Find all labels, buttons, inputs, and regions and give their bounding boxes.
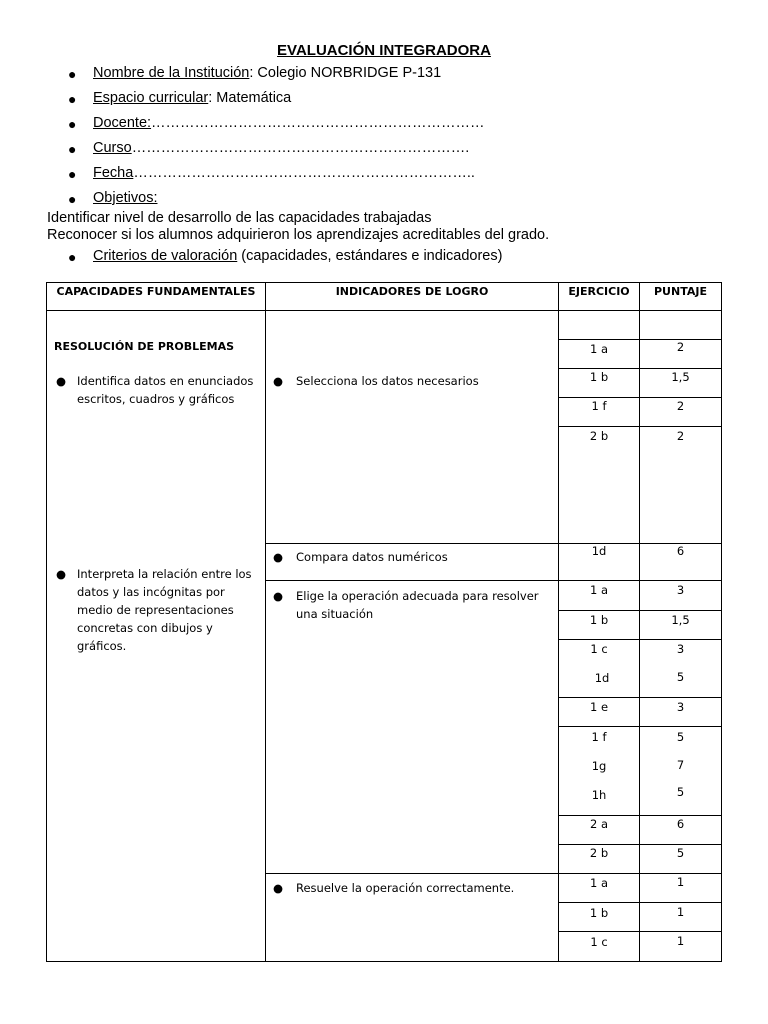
capacity-item: Interpreta la relación entre los datos y las incógnitas por medio de representaciones concretas con dibujos y gráficos. bbox=[77, 567, 252, 653]
score-cell: 1 bbox=[676, 875, 685, 889]
bullet-icon: ● bbox=[273, 589, 284, 603]
area-value: : Matemática bbox=[208, 90, 292, 106]
header-divider bbox=[46, 310, 722, 311]
objective-2: Reconocer si los alumnos adquirieron los aprendizajes acreditables del grado. bbox=[47, 227, 550, 243]
column-header-capacidades: CAPACIDADES FUNDAMENTALES bbox=[56, 285, 256, 298]
score-cell: 1,5 bbox=[671, 370, 690, 384]
date-label: Fecha bbox=[93, 165, 134, 181]
exercise-cell: 1h bbox=[591, 788, 607, 802]
criteria-value: (capacidades, estándares e indicadores) bbox=[237, 248, 503, 264]
area-label: Espacio curricular bbox=[93, 90, 209, 106]
score-cell: 7 bbox=[676, 758, 685, 772]
table-border-left bbox=[46, 282, 47, 962]
objectives-line bbox=[93, 190, 157, 206]
date-line bbox=[93, 165, 475, 181]
capacity-item: Identifica datos en enunciados escritos, cuadros y gráficos bbox=[77, 374, 254, 406]
objectives-label: Objetivos: bbox=[93, 190, 158, 206]
exercise-row-divider bbox=[558, 639, 722, 640]
bullet-icon: ● bbox=[68, 166, 77, 182]
indicator-item: Elige la operación adecuada para resolver una situación bbox=[296, 589, 539, 621]
exercise-cell: 1 a bbox=[589, 876, 609, 890]
exercise-cell: 1d bbox=[591, 544, 607, 558]
bullet-icon: ● bbox=[68, 141, 77, 157]
institution-line bbox=[93, 65, 441, 81]
exercise-row-divider bbox=[558, 931, 722, 932]
document-title: EVALUACIÓN INTEGRADORA bbox=[277, 42, 491, 59]
exercise-cell: 1 e bbox=[589, 700, 609, 714]
indicator-item: Selecciona los datos necesarios bbox=[296, 374, 479, 388]
exercise-cell: 1 c bbox=[590, 642, 608, 656]
score-cell: 1,5 bbox=[671, 613, 690, 627]
score-cell: 3 bbox=[676, 642, 685, 656]
institution-label: Nombre de la Institución bbox=[93, 65, 250, 81]
score-cell: 6 bbox=[676, 817, 685, 831]
column-header-puntaje: PUNTAJE bbox=[654, 285, 707, 298]
bullet-icon: ● bbox=[68, 249, 77, 265]
score-cell: 3 bbox=[676, 583, 685, 597]
exercise-row-divider bbox=[558, 397, 722, 398]
area-line bbox=[93, 90, 291, 106]
bullet-icon: ● bbox=[68, 116, 77, 132]
exercise-cell: 1 b bbox=[589, 370, 609, 384]
bullet-icon: ● bbox=[68, 66, 77, 82]
score-cell: 6 bbox=[676, 544, 685, 558]
score-cell: 5 bbox=[676, 730, 685, 744]
exercise-row-divider bbox=[558, 844, 722, 845]
bullet-icon: ● bbox=[68, 191, 77, 207]
bullet-icon: ● bbox=[273, 550, 284, 564]
column-header-ejercicio: EJERCICIO bbox=[568, 285, 630, 298]
score-cell: 2 bbox=[676, 340, 685, 354]
exercise-cell: 1 b bbox=[589, 613, 609, 627]
bullet-icon: ● bbox=[56, 374, 67, 388]
exercise-cell: 1 b bbox=[589, 906, 609, 920]
exercise-cell: 1 c bbox=[590, 935, 608, 949]
criteria-line bbox=[93, 248, 502, 264]
bullet-icon: ● bbox=[273, 881, 284, 895]
course-value: ……………………………………………………………. bbox=[131, 140, 470, 156]
teacher-label: Docente: bbox=[93, 115, 152, 131]
column-header-indicadores: INDICADORES DE LOGRO bbox=[335, 285, 489, 298]
exercise-row-divider bbox=[558, 815, 722, 816]
section-title: RESOLUCIÓN DE PROBLEMAS bbox=[54, 340, 235, 353]
indicator-divider bbox=[265, 873, 722, 874]
indicator-item: Resuelve la operación correctamente. bbox=[296, 881, 515, 895]
exercise-cell: 2 b bbox=[589, 429, 609, 443]
exercise-cell: 1 f bbox=[591, 399, 607, 413]
exercise-row-divider bbox=[558, 610, 722, 611]
column-divider bbox=[265, 282, 266, 962]
exercise-row-divider bbox=[558, 726, 722, 727]
exercise-cell: 1 a bbox=[589, 342, 609, 356]
exercise-row-divider bbox=[558, 368, 722, 369]
teacher-value: …………………………………………………………… bbox=[151, 115, 485, 131]
course-line bbox=[93, 140, 469, 156]
indicator-divider bbox=[265, 580, 722, 581]
table-border-bottom bbox=[46, 961, 722, 962]
exercise-cell: 1 f bbox=[591, 730, 607, 744]
objective-1: Identificar nivel de desarrollo de las capacidades trabajadas bbox=[47, 210, 432, 226]
teacher-line bbox=[93, 115, 485, 131]
table-border-top bbox=[46, 282, 722, 283]
exercise-row-divider bbox=[558, 697, 722, 698]
exercise-cell: 1 a bbox=[589, 583, 609, 597]
bullet-icon: ● bbox=[273, 374, 284, 388]
score-cell: 5 bbox=[676, 846, 685, 860]
exercise-cell: 1d bbox=[594, 671, 610, 685]
bullet-icon: ● bbox=[56, 567, 67, 581]
score-cell: 2 bbox=[676, 429, 685, 443]
table-border-right bbox=[721, 282, 722, 962]
date-value: …………………………………………………………….. bbox=[133, 165, 475, 181]
exercise-cell: 2 b bbox=[589, 846, 609, 860]
exercise-row-divider bbox=[558, 426, 722, 427]
bullet-icon: ● bbox=[68, 91, 77, 107]
course-label: Curso bbox=[93, 140, 132, 156]
score-cell: 1 bbox=[676, 905, 685, 919]
score-cell: 5 bbox=[676, 785, 685, 799]
score-cell: 2 bbox=[676, 399, 685, 413]
criteria-label: Criterios de valoración bbox=[93, 248, 238, 264]
score-cell: 5 bbox=[676, 670, 685, 684]
exercise-row-divider bbox=[558, 902, 722, 903]
indicator-item: Compara datos numéricos bbox=[296, 550, 448, 564]
score-cell: 1 bbox=[676, 934, 685, 948]
exercise-cell: 1g bbox=[591, 759, 607, 773]
score-cell: 3 bbox=[676, 700, 685, 714]
exercise-cell: 2 a bbox=[589, 817, 609, 831]
institution-value: : Colegio NORBRIDGE P-131 bbox=[249, 65, 442, 81]
